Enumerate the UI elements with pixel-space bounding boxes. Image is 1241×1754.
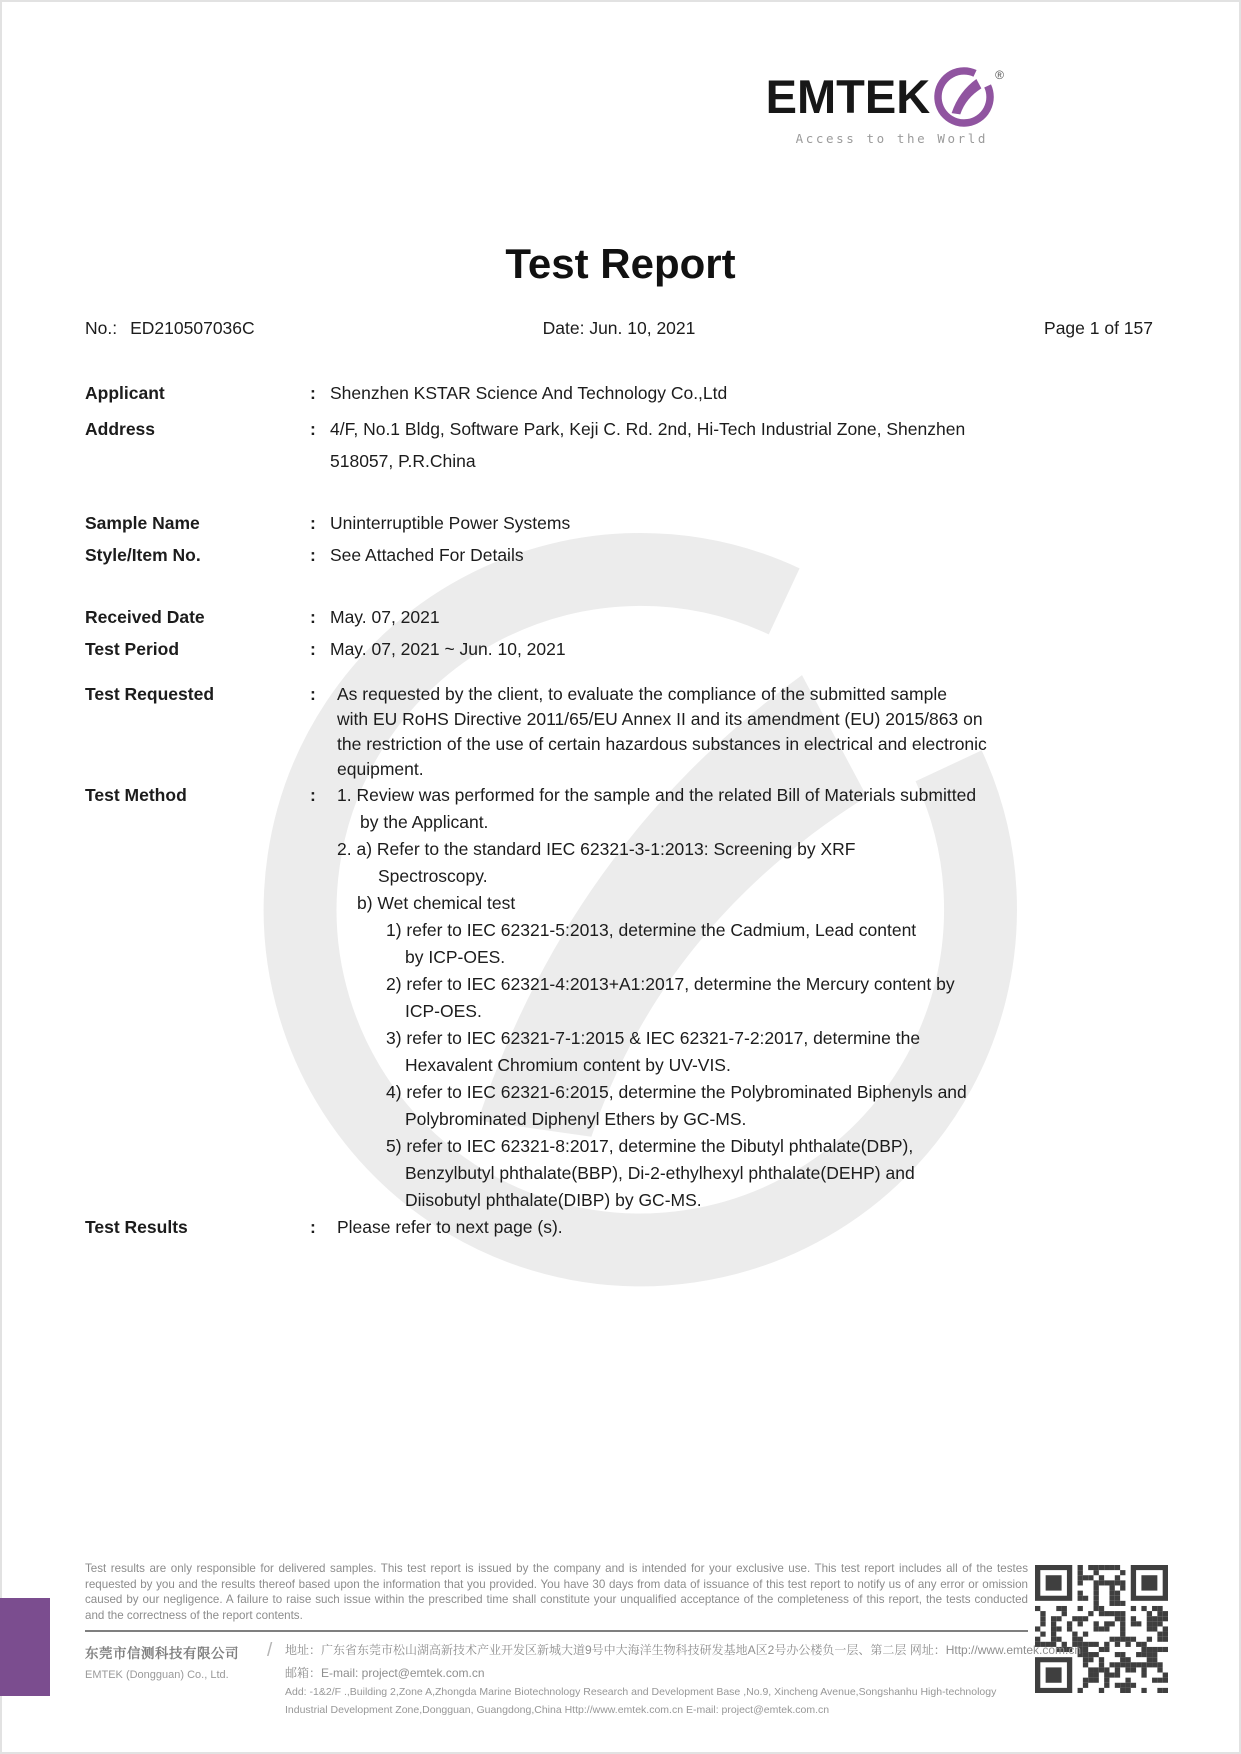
test-requested-line: equipment. — [337, 759, 424, 779]
footer-divider — [85, 1630, 1028, 1632]
field-value — [330, 782, 1166, 1214]
field-value: Uninterruptible Power Systems — [330, 513, 571, 533]
report-number-label: No.: — [85, 318, 118, 338]
field-value: Please refer to next page (s). — [337, 1217, 563, 1237]
registered-trademark-symbol: ® — [995, 68, 1004, 82]
test-method-line: Diisobutyl phthalate(DIBP) by GC-MS. — [405, 1190, 702, 1210]
address-line: 518057, P.R.China — [330, 451, 476, 471]
company-name-cn: 东莞市信测科技有限公司 — [85, 1646, 239, 1661]
field-colon: : — [310, 684, 316, 704]
footer-address-line: 地址：广东省东莞市松山湖高新技术产业开发区新城大道9号中大海洋生物科技研发基地A区2号办公楼负一层、第二层 网址：Http://www.emtek.com.cn — [285, 1643, 1082, 1657]
field-label: Test Requested — [85, 684, 215, 704]
field-test-results — [85, 1214, 1166, 1241]
field-colon: : — [310, 607, 316, 627]
field-value: May. 07, 2021 ~ Jun. 10, 2021 — [330, 639, 566, 659]
test-method-line: 1) refer to IEC 62321-5:2013, determine the Cadmium, Lead content — [386, 920, 917, 940]
logo-tagline: Access to the World — [795, 131, 988, 146]
report-number — [85, 318, 543, 339]
field-value — [330, 682, 1166, 782]
field-colon: : — [310, 1217, 316, 1237]
test-method-line: Hexavalent Chromium content by UV-VIS. — [405, 1055, 731, 1075]
field-label: Received Date — [85, 607, 205, 627]
emtek-circle-check-icon — [933, 66, 995, 128]
footer-company-info — [85, 1642, 1175, 1717]
field-value: May. 07, 2021 — [330, 607, 440, 627]
footer-accent-block — [0, 1598, 50, 1696]
field-test-period — [85, 633, 1166, 665]
test-method-line: 2. a) Refer to the standard IEC 62321-3-1:2013: Screening by XRF — [337, 839, 856, 859]
field-colon: : — [310, 513, 316, 533]
test-method-line: 5) refer to IEC 62321-8:2017, determine the Dibutyl phthalate(DBP), — [386, 1136, 914, 1156]
test-method-line: ICP-OES. — [405, 1001, 482, 1021]
test-method-line: b) Wet chemical test — [357, 893, 516, 913]
page-title: Test Report — [505, 240, 736, 287]
field-colon: : — [310, 785, 316, 805]
test-requested-line: with EU RoHS Directive 2011/65/EU Annex II and its amendment (EU) 2015/863 on — [337, 709, 983, 729]
field-label: Address — [85, 419, 156, 439]
field-label: Test Results — [85, 1217, 188, 1237]
test-method-line: by the Applicant. — [360, 812, 489, 832]
field-colon: : — [310, 383, 316, 403]
test-method-line: 2) refer to IEC 62321-4:2013+A1:2017, determine the Mercury content by — [386, 974, 955, 994]
field-label: Test Period — [85, 639, 180, 659]
emtek-logo — [728, 66, 1004, 146]
test-method-line: Spectroscopy. — [378, 866, 488, 886]
footer-address-block — [285, 1642, 1175, 1717]
field-colon: : — [310, 419, 316, 439]
field-value: See Attached For Details — [330, 545, 524, 565]
emtek-logo-text: EMTEK — [765, 70, 931, 123]
footer-slash-separator: / — [267, 1640, 273, 1661]
test-method-line: by ICP-OES. — [405, 947, 506, 967]
field-style-item-no — [85, 539, 1166, 571]
field-applicant — [85, 377, 1166, 409]
disclaimer-line: Test results are only responsible for delivered samples. This test report is issued by the company and is intended for your exclusive use. This test report includes all of the testes — [85, 1562, 1028, 1575]
company-name-en: EMTEK (Dongguan) Co., Ltd. — [85, 1669, 229, 1681]
field-test-method — [85, 782, 1166, 1214]
field-test-requested — [85, 682, 1166, 782]
field-value — [330, 413, 1166, 477]
test-method-line: 4) refer to IEC 62321-6:2015, determine the Polybrominated Biphenyls and — [386, 1082, 967, 1102]
disclaimer-line: caused by our negligence. A failure to raise such issue within the prescribed time shall constitute your unqualified acceptance of the completeness of this report, the tests conducted — [85, 1593, 1028, 1607]
field-label: Sample Name — [85, 513, 200, 533]
test-method-line: 3) refer to IEC 62321-7-1:2015 & IEC 62321-7-2:2017, determine the — [386, 1028, 921, 1048]
field-label: Test Method — [85, 785, 187, 805]
footer-address-line: Add: -1&2/F .,Building 2,Zone A,Zhongda Marine Biotechnology Research and Development Base ,No.9, Xincheng Avenue,Songshanhu High-technology — [285, 1686, 997, 1698]
report-number-value: ED210507036C — [130, 318, 255, 338]
field-received-date — [85, 601, 1166, 633]
field-address — [85, 413, 1166, 477]
test-method-line: Polybrominated Diphenyl Ethers by GC-MS. — [405, 1109, 747, 1129]
field-label: Applicant — [85, 383, 165, 403]
test-method-line: Benzylbutyl phthalate(BBP), Di-2-ethylhexyl phthalate(DEHP) and — [405, 1163, 915, 1183]
field-colon: : — [310, 639, 316, 659]
footer-company-names — [85, 1642, 267, 1681]
report-fields — [85, 377, 1166, 1241]
field-sample-name — [85, 507, 1166, 539]
report-date: Date: Jun. 10, 2021 — [542, 318, 696, 338]
report-meta-row — [85, 318, 1153, 339]
field-label: Style/Item No. — [85, 545, 201, 565]
footer-address-line: 邮箱：E-mail: project@emtek.com.cn — [285, 1666, 485, 1680]
field-value: Shenzhen KSTAR Science And Technology Co.,Ltd — [330, 383, 728, 403]
test-method-line: 1. Review was performed for the sample and the related Bill of Materials submitted — [337, 785, 977, 805]
address-line: 4/F, No.1 Bldg, Software Park, Keji C. Rd. 2nd, Hi-Tech Industrial Zone, Shenzhen — [330, 419, 966, 439]
footer-address-line: Industrial Development Zone,Dongguan, Guangdong,China Http://www.emtek.com.cn E-mail: project@emtek.com.cn — [285, 1704, 830, 1716]
test-requested-line: the restriction of the use of certain hazardous substances in electrical and electronic — [337, 734, 987, 754]
page-indicator: Page 1 of 157 — [1044, 318, 1153, 338]
disclaimer-line: requested by you and the results thereof based upon the information that you provided. You have 30 days from data of issuance of this test report to notify us of any error or omission — [85, 1577, 1028, 1591]
test-requested-line: As requested by the client, to evaluate the compliance of the submitted sample — [337, 684, 947, 704]
field-colon: : — [310, 545, 316, 565]
disclaimer-text — [85, 1561, 1028, 1624]
disclaimer-line: and the correctness of the report contents. — [85, 1609, 303, 1623]
